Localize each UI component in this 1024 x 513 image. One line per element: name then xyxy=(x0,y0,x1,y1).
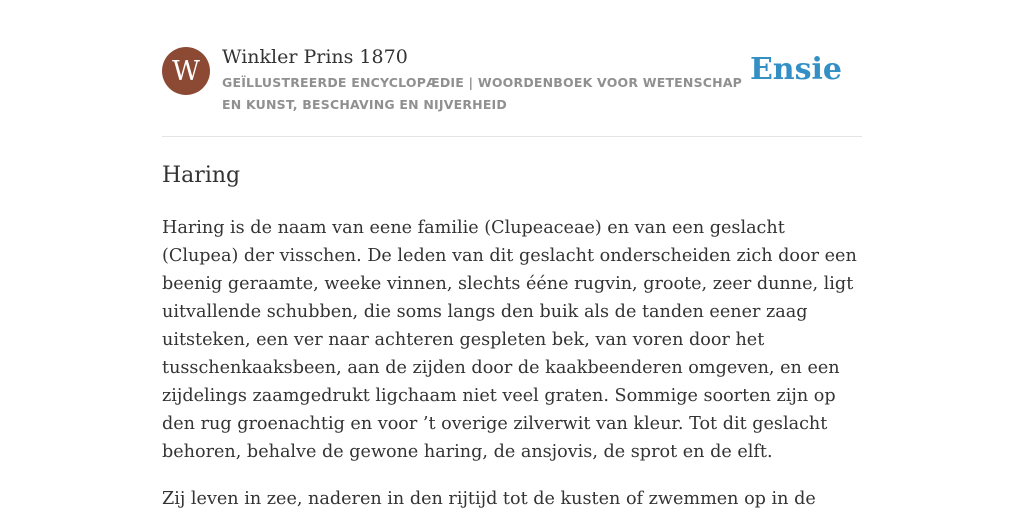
header xyxy=(162,0,862,137)
page xyxy=(162,0,862,513)
book-subtitle: GEÏLLUSTREERDE ENCYCLOPÆDIE | WOORDENBOEK VOOR WETENSCHAP EN KUNST, BESCHAVING EN NIJVERHEID xyxy=(222,75,743,112)
article-title: Haring xyxy=(162,163,241,188)
article-paragraph: Haring is de naam van eene familie (Clupeaceae) en van een geslacht (Clupea) der visschen. De leden van dit geslacht onderscheiden zich door een beenig geraamte, weeke vinnen, slechts ééne rugvin, groote, zeer dunne, ligt uitvallende schubben, die soms langs den buik als de tanden eener zaag uitsteken, een ver naar achteren gespleten bek, van voren door het tusschenkaaksbeen, aan de zijden door de kaakbeenderen omgeven, en een zijdelings zaamgedrukt ligchaam niet veel graten. Sommige soorten zijn op den rug groenachtig en voor ’t overige zilverwit van kleur. Tot dit geslacht behoren, behalve de gewone haring, de ansjovis, de sprot en de elft. xyxy=(162,218,857,462)
avatar[interactable]: W xyxy=(162,47,210,95)
article-paragraph: Zij leven in zee, naderen in den rijtijd tot de kusten of zwemmen op in de xyxy=(162,489,816,509)
book-title[interactable]: Winkler Prins 1870 xyxy=(222,46,408,68)
brand-logo-link[interactable]: Ensie xyxy=(749,52,842,87)
